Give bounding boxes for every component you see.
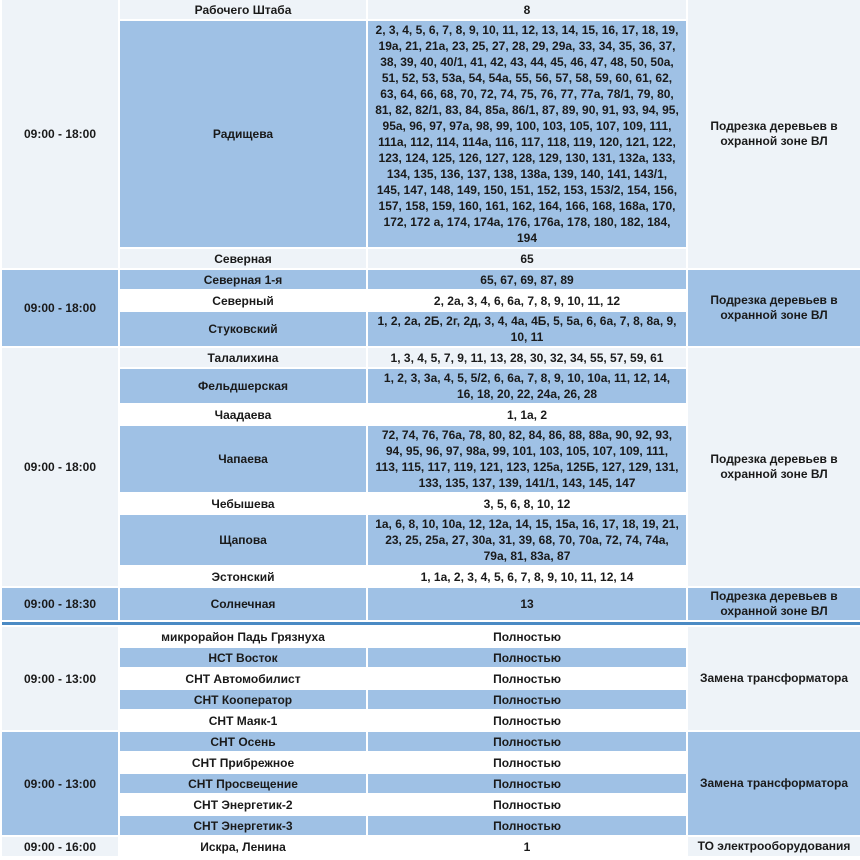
houses-cell: 2, 3, 4, 5, 6, 7, 8, 9, 10, 11, 12, 13, 14, 15, 16, 17, 18, 19, 19а, 21, 21а, 23, 25, 27, 28, 29, 29а, 33, 34, 35, 36, 37, 38, 39, 40, 40/1, 41, 42, 43, 44, 45, 46, 47, 48, 50, 50а, 51, 52, 53, 53а, 54, 54а, 55, 56, 57, 58, 59, 60, 61, 62, 63, 64, 66, 68, 70, 72, 74, 75, 76, 77, 77а, 78/1, 79, 80, 81, 82, 82/1, 83, 84, 85а, 86/1, 87, 89, 90, 91, 93, 94, 95, 95а, 96, 97, 97а, 98, 99, 100, 103, 105, 107, 109, 111, 111а, 112, 114, 114а, 116, 117, 118, 119, 120, 121, 122, 123, 124, 125, 126, 127, 128, 129, 130, 131, 132а, 133, 134, 135, 136, 137, 138, 138а, 139, 140, 141, 143/1, 145, 147, 148, 149, 150, 151, 152, 153, 153/2, 154, 156, 157, 158, 159, 160, 161, 162, 164, 166, 168, 168а, 170, 172, 172 а, 174, 174а, 176, 176а, 178, 180, 182, 184, 194 xyxy=(368,21,686,247)
work-cell: Замена трансформатора xyxy=(688,732,860,835)
houses-cell: Полностью xyxy=(368,648,686,667)
street-cell: микрорайон Падь Грязнуха xyxy=(120,627,366,646)
street-cell: Эстонский xyxy=(120,567,366,586)
houses-cell: 13 xyxy=(368,588,686,620)
houses-cell: 3, 5, 6, 8, 10, 12 xyxy=(368,494,686,513)
street-cell: Чебышева xyxy=(120,494,366,513)
houses-cell: Полностью xyxy=(368,627,686,646)
houses-cell: 1, 2, 2а, 2Б, 2г, 2д, 3, 4, 4а, 4Б, 5, 5а, 6, 6а, 7, 8, 8а, 9, 10, 11 xyxy=(368,312,686,346)
houses-cell: Полностью xyxy=(368,711,686,730)
time-cell: 09:00 - 18:00 xyxy=(2,0,118,268)
street-cell: СНТ Энергетик-2 xyxy=(120,795,366,814)
street-cell: Чапаева xyxy=(120,426,366,492)
street-cell: Солнечная xyxy=(120,588,366,620)
street-cell: Радищева xyxy=(120,21,366,247)
street-cell: Щапова xyxy=(120,515,366,565)
work-cell: Подрезка деревьев в охранной зоне ВЛ xyxy=(688,588,860,620)
time-cell: 09:00 - 16:00 xyxy=(2,837,118,856)
houses-cell: 1, 1а, 2 xyxy=(368,405,686,424)
section-divider xyxy=(2,622,860,625)
table-row xyxy=(2,270,860,289)
houses-cell: 1, 2, 3, 3а, 4, 5, 5/2, 6, 6а, 7, 8, 9, 10, 10а, 11, 12, 14, 16, 18, 20, 22, 24а, 26, 28 xyxy=(368,369,686,403)
street-cell: СНТ Осень xyxy=(120,732,366,751)
table-row xyxy=(2,732,860,751)
houses-cell: 1, 3, 4, 5, 7, 9, 11, 13, 28, 30, 32, 34, 55, 57, 59, 61 xyxy=(368,348,686,367)
houses-cell: 72, 74, 76, 76а, 78, 80, 82, 84, 86, 88, 88а, 90, 92, 93, 94, 95, 96, 97, 98а, 99, 101, 103, 105, 107, 109, 111, 113, 115, 117, 119, 121, 123, 125а, 125Б, 127, 129, 131, 133, 135, 137, 139, 141/1, 143, 145, 147 xyxy=(368,426,686,492)
houses-cell: 2, 2а, 3, 4, 6, 6а, 7, 8, 9, 10, 11, 12 xyxy=(368,291,686,310)
street-cell: СНТ Просвещение xyxy=(120,774,366,793)
outage-schedule-body xyxy=(2,0,860,856)
table-row xyxy=(2,348,860,367)
houses-cell: 1, 1а, 2, 3, 4, 5, 6, 7, 8, 9, 10, 11, 12, 14 xyxy=(368,567,686,586)
street-cell: Рабочего Штаба xyxy=(120,0,366,19)
street-cell: Искра, Ленина xyxy=(120,837,366,856)
houses-cell: Полностью xyxy=(368,774,686,793)
houses-cell: 65, 67, 69, 87, 89 xyxy=(368,270,686,289)
houses-cell: Полностью xyxy=(368,732,686,751)
time-cell: 09:00 - 18:00 xyxy=(2,270,118,346)
houses-cell: Полностью xyxy=(368,816,686,835)
work-cell: Подрезка деревьев в охранной зоне ВЛ xyxy=(688,0,860,268)
table-row xyxy=(2,0,860,19)
houses-cell: 65 xyxy=(368,249,686,268)
street-cell: Чаадаева xyxy=(120,405,366,424)
time-cell: 09:00 - 18:00 xyxy=(2,348,118,586)
houses-cell: 8 xyxy=(368,0,686,19)
time-cell: 09:00 - 13:00 xyxy=(2,732,118,835)
street-cell: СНТ Автомобилист xyxy=(120,669,366,688)
table-row xyxy=(2,588,860,620)
work-cell: ТО электрооборудования xyxy=(688,837,860,856)
houses-cell: Полностью xyxy=(368,690,686,709)
street-cell: СНТ Кооператор xyxy=(120,690,366,709)
street-cell: Северный xyxy=(120,291,366,310)
work-cell: Замена трансформатора xyxy=(688,627,860,730)
street-cell: СНТ Маяк-1 xyxy=(120,711,366,730)
street-cell: НСТ Восток xyxy=(120,648,366,667)
street-cell: Фельдшерская xyxy=(120,369,366,403)
work-cell: Подрезка деревьев в охранной зоне ВЛ xyxy=(688,270,860,346)
street-cell: СНТ Прибрежное xyxy=(120,753,366,772)
street-cell: Северная xyxy=(120,249,366,268)
street-cell: СНТ Энергетик-3 xyxy=(120,816,366,835)
time-cell: 09:00 - 18:30 xyxy=(2,588,118,620)
houses-cell: Полностью xyxy=(368,753,686,772)
houses-cell: 1 xyxy=(368,837,686,856)
table-row xyxy=(2,837,860,856)
houses-cell: Полностью xyxy=(368,795,686,814)
time-cell: 09:00 - 13:00 xyxy=(2,627,118,730)
work-cell: Подрезка деревьев в охранной зоне ВЛ xyxy=(688,348,860,586)
houses-cell: Полностью xyxy=(368,669,686,688)
street-cell: Стуковский xyxy=(120,312,366,346)
street-cell: Северная 1-я xyxy=(120,270,366,289)
table-row xyxy=(2,627,860,646)
street-cell: Талалихина xyxy=(120,348,366,367)
houses-cell: 1а, 6, 8, 10, 10а, 12, 12а, 14, 15, 15а, 16, 17, 18, 19, 21, 23, 25, 25а, 27, 30а, 31, 39, 68, 70, 70а, 72, 74, 74а, 79а, 81, 83а, 87 xyxy=(368,515,686,565)
